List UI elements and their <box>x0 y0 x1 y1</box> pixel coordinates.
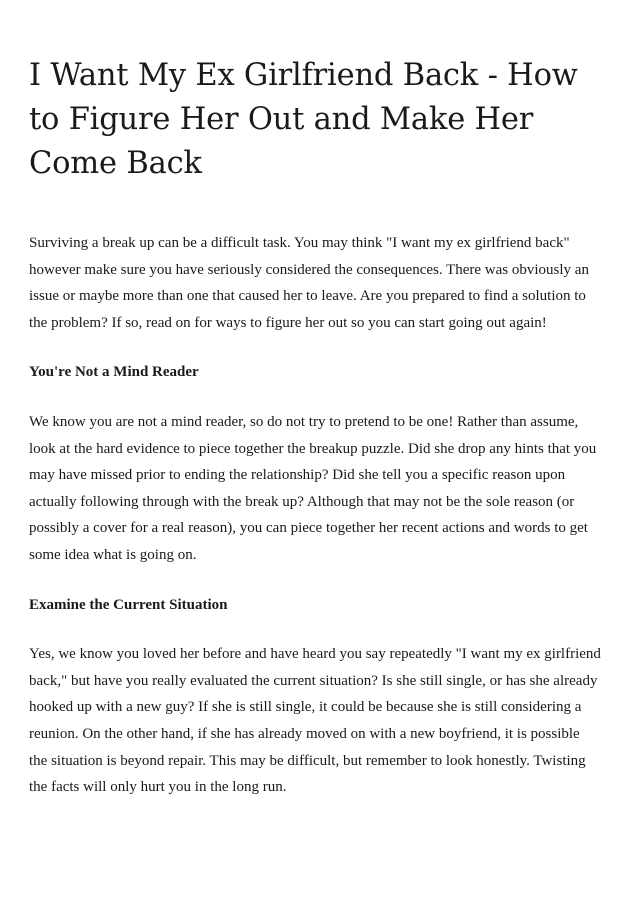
intro-paragraph: Surviving a break up can be a difficult task. You may think "I want my ex girlfriend back" however make sure you have seriously considered the consequences. There was obviously an issue or maybe more than one that caused her to leave. Are you prepared to find a solution to the problem? If so, read on for ways to figure her out so you can start going out again! <box>29 235 589 331</box>
section-paragraph-mind-reader: We know you are not a mind reader, so do not try to pretend to be one! Rather than assume, look at the hard evidence to piece together the breakup puzzle. Did she drop any hints that you may have missed prior to ending the relationship? Did she tell you a specific reason upon actually following through with the break up? Although that may not be the sole reason (or possibly a cover for a real reason), you can piece together her recent actions and words to get some idea what is going on. <box>29 413 597 563</box>
document-page <box>29 54 601 824</box>
article-body <box>29 230 601 801</box>
section-paragraph-current-situation: Yes, we know you loved her before and have heard you say repeatedly "I want my ex girlfriend back," but have you really evaluated the current situation? Is she still single, or has she already hooked up with a new guy? If she is still single, it could be because she is still considering a reunion. On the other hand, if she has already moved on with a new boyfriend, it is possible the situation is beyond repair. This may be difficult, but remember to look honestly. Twisting the facts will only hurt you in the long run. <box>29 646 601 796</box>
section-heading-mind-reader: You're Not a Mind Reader <box>29 364 199 381</box>
section-heading-current-situation: Examine the Current Situation <box>29 596 228 613</box>
article-title: I Want My Ex Girlfriend Back - How to Figure Her Out and Make Her Come Back <box>29 58 578 181</box>
